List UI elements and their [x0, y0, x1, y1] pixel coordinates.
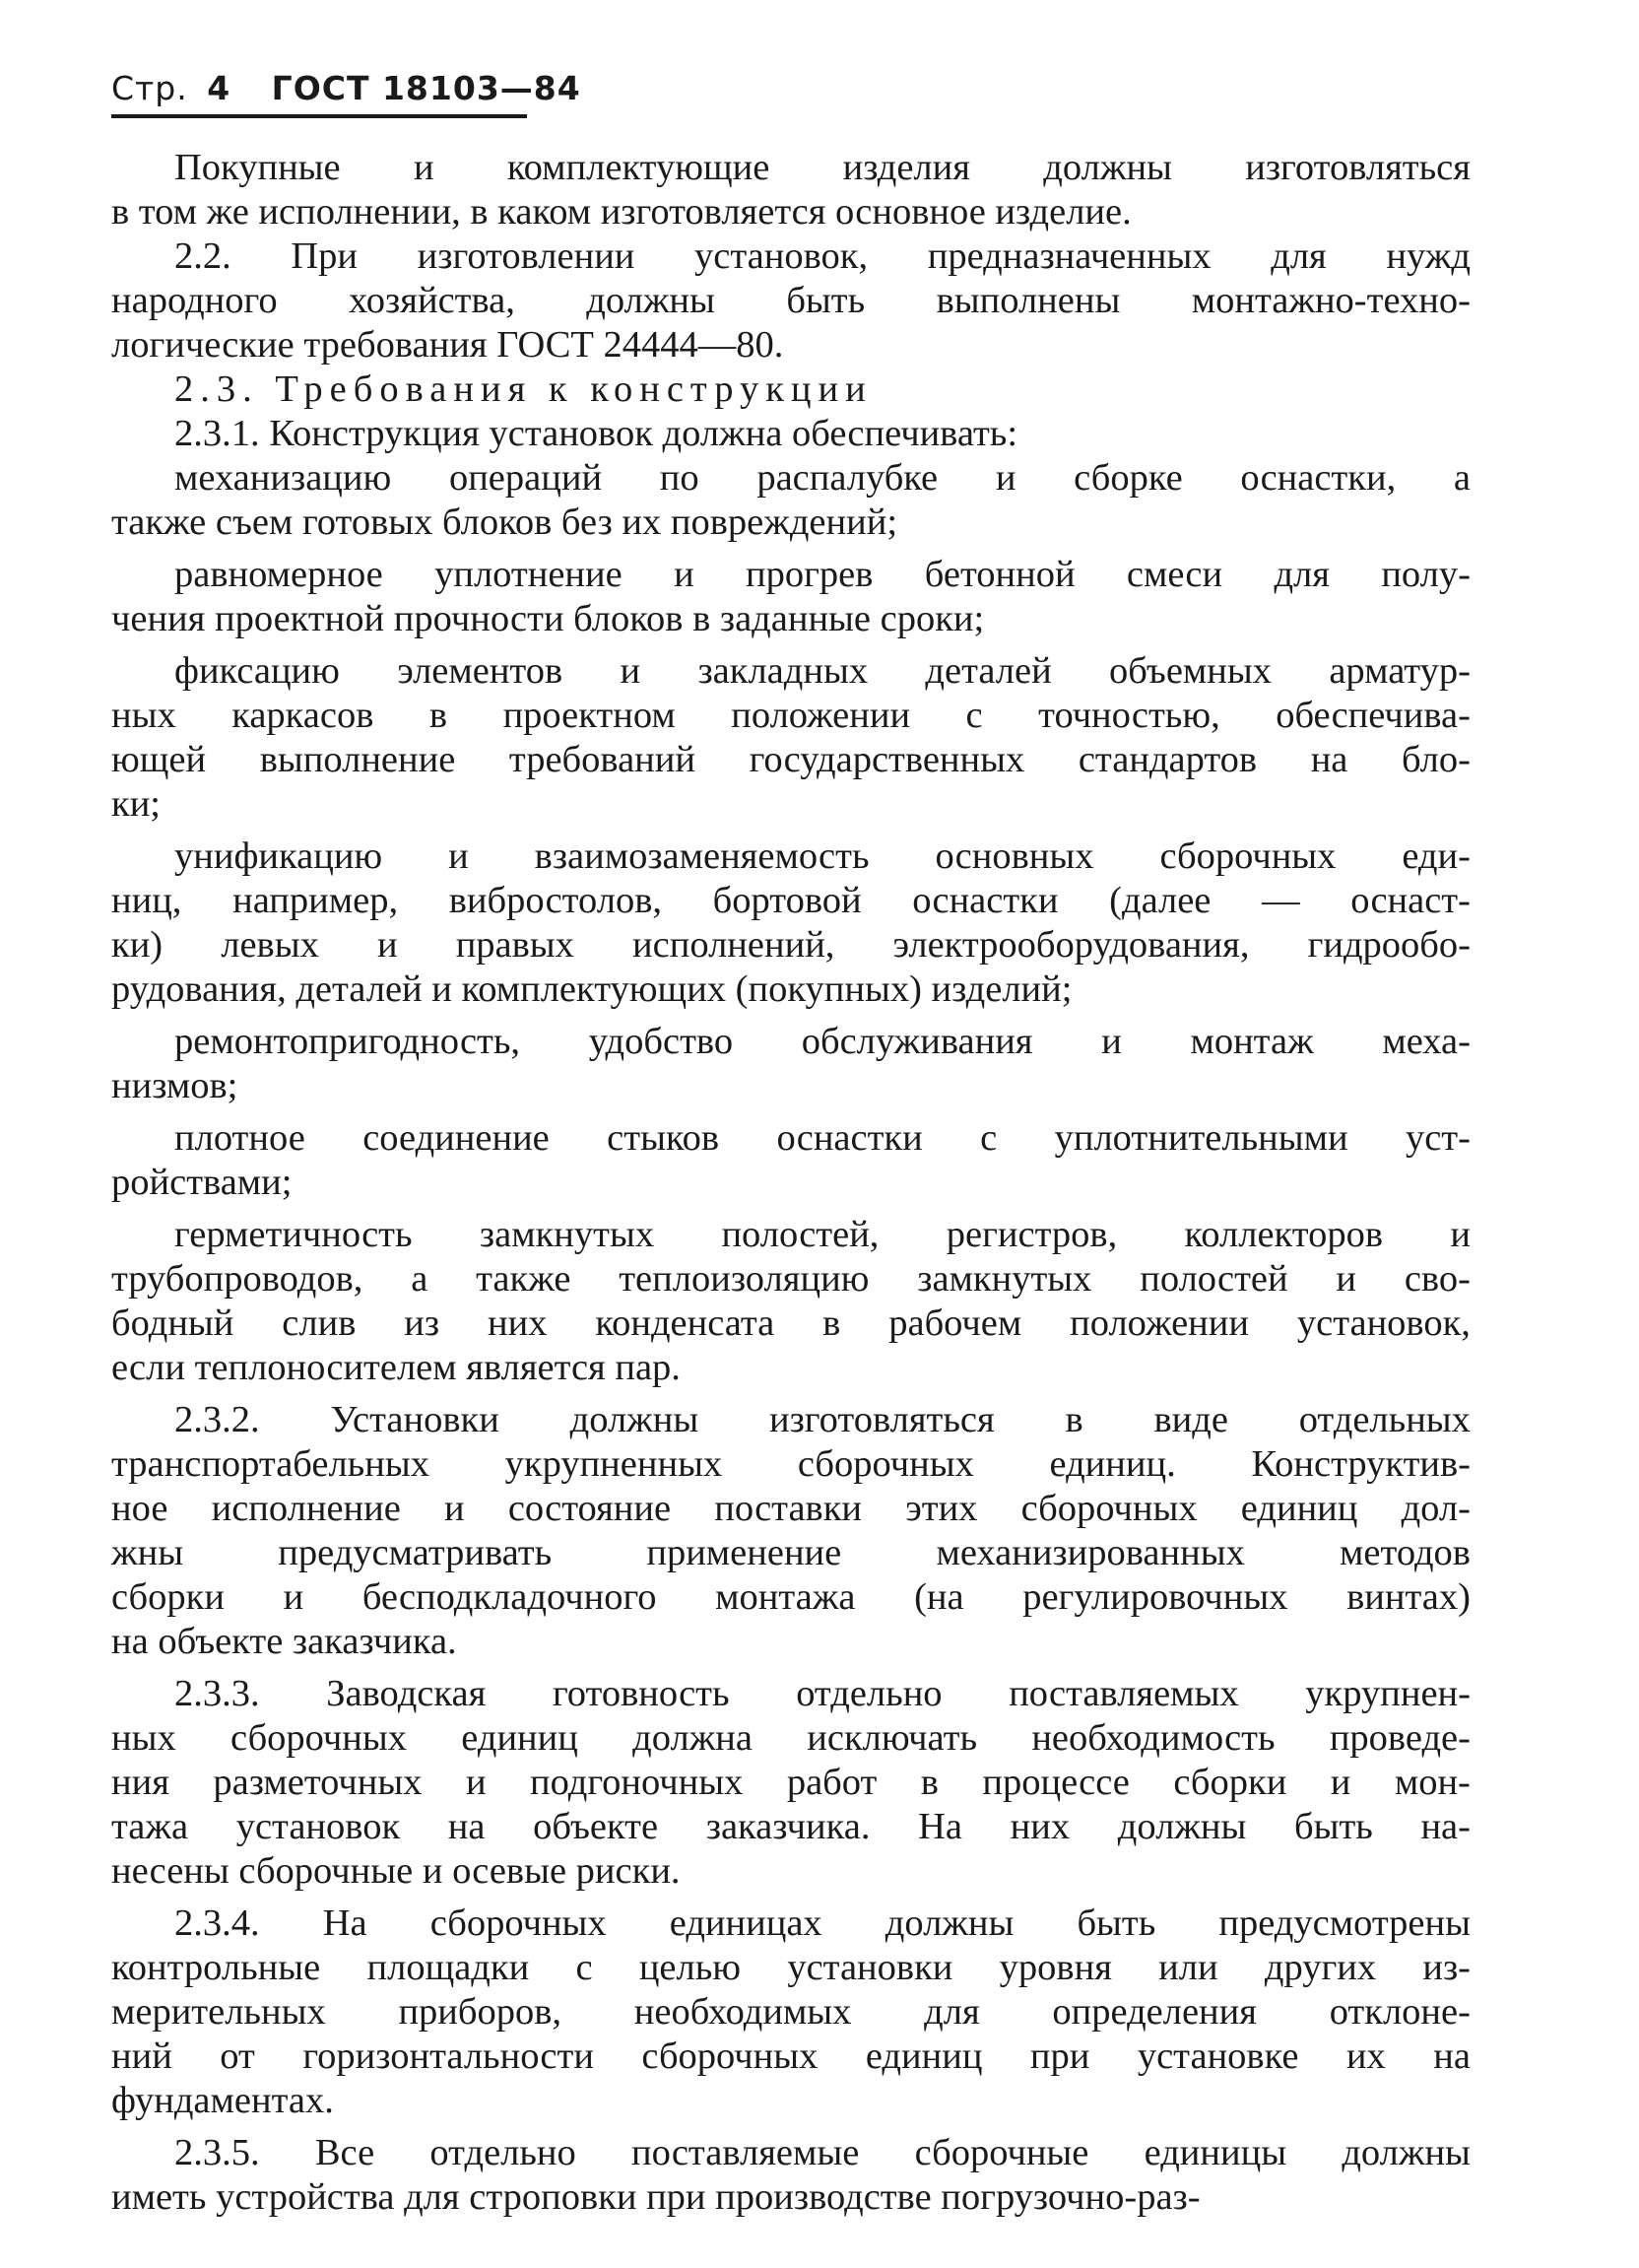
word: смеси [1126, 554, 1223, 595]
word: предназначенных [927, 235, 1212, 277]
word: и [620, 650, 641, 692]
word: Конструктив- [1251, 1443, 1471, 1485]
word: левых [221, 924, 319, 966]
word: полу- [1381, 554, 1471, 595]
word: ний [111, 2035, 172, 2077]
word: оснаст- [1350, 880, 1471, 921]
word: бетонной [924, 554, 1076, 595]
word: коллекторов [1184, 1214, 1383, 1255]
word: установке [1137, 2035, 1299, 2077]
word: каркасов [231, 695, 374, 736]
word: отдельно [429, 2132, 576, 2173]
word: транспортабельных [111, 1443, 429, 1485]
word: должна [632, 1717, 753, 1759]
paragraph-2-3-2 [111, 1398, 1471, 1664]
text-line [111, 738, 1471, 782]
word: единиц [461, 1717, 578, 1759]
text-line: если теплоносителем является пар. [111, 1347, 681, 1388]
word: из- [1422, 1947, 1471, 1988]
paragraph-2-2 [111, 234, 1471, 367]
word: стандартов [1078, 739, 1258, 780]
word: механизированных [936, 1532, 1245, 1573]
text-line [111, 923, 1471, 967]
word: для [924, 1991, 980, 2033]
word: предусмотрены [1218, 1902, 1471, 1944]
word: распалубке [756, 457, 939, 499]
word: должны [885, 1902, 1015, 1944]
word: сборочных [429, 1902, 607, 1944]
document-page [111, 67, 1471, 2220]
text-line [111, 146, 1471, 190]
word: необходимых [633, 1991, 852, 2033]
word: подгоночных [530, 1762, 744, 1803]
page-number: 4 [207, 69, 231, 107]
word: оснастки [776, 1117, 923, 1159]
word: При [291, 235, 359, 277]
word: требований [508, 739, 695, 780]
word: бло- [1402, 739, 1471, 780]
word: монтажа [715, 1576, 856, 1618]
word: сборочных [1020, 1488, 1198, 1529]
word: ки) [111, 924, 164, 966]
word: установок, [694, 235, 869, 277]
text-line: иметь устройства для строповки при производстве погрузочно-раз- [111, 2176, 1201, 2218]
word: полостей [1140, 1258, 1288, 1300]
word: и [465, 1762, 487, 1803]
word: в [822, 1302, 841, 1344]
word: в [920, 1762, 939, 1803]
word: мон- [1394, 1762, 1471, 1803]
word: оснастки [912, 880, 1059, 921]
word: проектном [502, 695, 676, 736]
text-line [111, 879, 1471, 923]
word: определения [1052, 1991, 1257, 2033]
word: единиц. [1049, 1443, 1176, 1485]
word: сборочных [797, 1443, 974, 1485]
word: закладных [697, 650, 869, 692]
word: народного [111, 280, 278, 321]
text-line: ройствами; [111, 1162, 293, 1203]
word: элементов [397, 650, 563, 692]
text-line [111, 279, 1471, 323]
word: точностью, [1038, 695, 1220, 736]
word: государственных [749, 739, 1025, 780]
text-line [111, 1901, 1471, 1946]
word: прогрев [746, 554, 874, 595]
word: На [322, 1902, 367, 1944]
word: монтажно-техно- [1191, 280, 1471, 321]
text-line [111, 834, 1471, 879]
text-line: фундаментах. [111, 2080, 334, 2121]
word: ных [111, 695, 176, 736]
word: сво- [1404, 1258, 1471, 1300]
word: по [659, 457, 699, 499]
word: монтаж [1190, 1021, 1314, 1062]
word: виде [1153, 1399, 1228, 1440]
word: сборочных [1159, 835, 1337, 877]
word: укрупненных [504, 1443, 723, 1485]
word: установки [787, 1947, 953, 1988]
word: должны [569, 1399, 699, 1440]
word: замкнутых [479, 1214, 655, 1255]
word: электрооборудования, [892, 924, 1250, 966]
word: уст- [1405, 1117, 1471, 1159]
word: а [1453, 457, 1471, 499]
word: и [448, 835, 469, 877]
word: сборочных [230, 1717, 407, 1759]
text-line: чения проектной прочности блоков в заданные сроки; [111, 598, 985, 639]
word: процессе [982, 1762, 1130, 1803]
word: положении [731, 695, 911, 736]
text-line [111, 1946, 1471, 1990]
word: ных [111, 1717, 176, 1759]
word: при [1029, 2035, 1090, 2077]
word: проведе- [1329, 1717, 1471, 1759]
text-line [111, 694, 1471, 738]
paragraph-2-3-4 [111, 1901, 1471, 2123]
word: изготовляться [769, 1399, 995, 1440]
word: ния [111, 1762, 169, 1803]
word: Все [314, 2132, 375, 2173]
word: На [918, 1806, 963, 1847]
word: трубопроводов, [111, 1258, 363, 1300]
word: регулировочных [1022, 1576, 1288, 1618]
word: регистров, [946, 1214, 1118, 1255]
word: горизонтальности [302, 2035, 594, 2077]
paragraph [111, 146, 1471, 234]
word: и [413, 147, 434, 188]
word: бесподкладочного [361, 1576, 657, 1618]
word: единицах [669, 1902, 822, 1944]
word: с [965, 695, 983, 736]
word: с [980, 1117, 998, 1159]
word: из [404, 1302, 440, 1344]
text-line [111, 1257, 1471, 1301]
word: от [220, 2035, 255, 2077]
word: мерительных [111, 1991, 326, 2033]
text-line [111, 2035, 1471, 2079]
word: плотное [174, 1117, 305, 1159]
word: хозяйства, [349, 280, 515, 321]
word: уровня [999, 1947, 1112, 1988]
word: рабочем [888, 1302, 1022, 1344]
word: отдельных [1298, 1399, 1471, 1440]
word: исполнений, [632, 924, 835, 966]
word: контрольные [111, 1947, 321, 1988]
word: а [411, 1258, 428, 1300]
word: уплотнительными [1054, 1117, 1348, 1159]
word: отдельно [796, 1673, 943, 1714]
word: дол- [1401, 1488, 1471, 1529]
text-line [111, 1301, 1471, 1346]
text-line [111, 1116, 1471, 1161]
word: быть [1077, 1902, 1156, 1944]
text-line [111, 1990, 1471, 2035]
word: быть [1293, 1806, 1373, 1847]
word: поставляемых [1009, 1673, 1239, 1714]
word: меха- [1382, 1021, 1471, 1062]
word: 2.3.5. [174, 2132, 260, 2173]
word: унификацию [174, 835, 383, 877]
text-line: также съем готовых блоков без их повреждений; [111, 501, 898, 543]
word: удобство [588, 1021, 734, 1062]
word: уплотнение [434, 554, 623, 595]
word: ниц, [111, 880, 182, 921]
word: методов [1340, 1532, 1471, 1573]
word: предусматривать [278, 1532, 553, 1573]
word: единиц [865, 2035, 983, 2077]
word: на- [1420, 1806, 1471, 1847]
word: комплектующие [506, 147, 770, 188]
word: выполнены [936, 280, 1121, 321]
word: на [1310, 739, 1348, 780]
word: арматур- [1329, 650, 1471, 692]
word: должны [586, 280, 715, 321]
word: нужд [1386, 235, 1471, 277]
word: операций [448, 457, 603, 499]
word: для [1271, 235, 1327, 277]
word: исполнение [211, 1488, 401, 1529]
word: обслуживания [801, 1021, 1033, 1062]
word: обеспечива- [1276, 695, 1471, 736]
text-line [111, 2131, 1471, 2175]
word: вибростолов, [448, 880, 662, 921]
word: фиксацию [174, 650, 340, 692]
word: и [1101, 1021, 1122, 1062]
word: них [1010, 1806, 1071, 1847]
text-line [111, 553, 1471, 597]
word: 2.3.4. [174, 1902, 260, 1944]
word: сборки [1173, 1762, 1287, 1803]
word: деталей [925, 650, 1052, 692]
word: теплоизоляцию [619, 1258, 870, 1300]
word: и [1450, 1214, 1471, 1255]
word: разметочных [213, 1762, 423, 1803]
word: герметичность [174, 1214, 413, 1255]
word: также [476, 1258, 571, 1300]
word: сборке [1074, 457, 1183, 499]
text-line [111, 1442, 1471, 1487]
word: Заводская [326, 1673, 487, 1714]
word: Покупные [174, 147, 341, 188]
word: бортовой [712, 880, 862, 921]
word: установок [235, 1806, 401, 1847]
text-line [111, 1020, 1471, 1064]
word: необходимость [1031, 1717, 1276, 1759]
page-label: Стр. [111, 69, 188, 107]
word: (на [914, 1576, 964, 1618]
text-line [111, 1487, 1471, 1531]
list-item [111, 1020, 1471, 1108]
word: еди- [1402, 835, 1471, 877]
word: основных [935, 835, 1094, 877]
word: их [1345, 2035, 1386, 2077]
word: стыков [607, 1117, 720, 1159]
word: бодный [111, 1302, 234, 1344]
word: например, [232, 880, 399, 921]
word: приборов, [398, 1991, 562, 2033]
section-heading-text: 2.3. Требования к конструкции [174, 368, 873, 410]
word: них [487, 1302, 548, 1344]
word: — [1262, 880, 1300, 921]
word: механизацию [174, 457, 392, 499]
text-line: рудования, деталей и комплектующих (покупных) изделий; [111, 968, 1073, 1010]
word: гидрообо- [1307, 924, 1471, 966]
text-line [111, 1672, 1471, 1716]
word: для [1274, 554, 1330, 595]
paragraph-2-3-1 [111, 412, 1471, 456]
word: с [575, 1947, 593, 1988]
word: заказчика. [705, 1806, 871, 1847]
list-item [111, 456, 1471, 545]
list-item [111, 649, 1471, 827]
text-line [111, 1575, 1471, 1620]
word: площадки [366, 1947, 530, 1988]
list-item [111, 1213, 1471, 1390]
header-rule [111, 114, 527, 118]
word: положении [1070, 1302, 1249, 1344]
word: исключать [807, 1717, 978, 1759]
word: состояние [507, 1488, 672, 1529]
text-line [111, 1761, 1471, 1805]
text-line [111, 1805, 1471, 1849]
word: поставляемые [631, 2132, 860, 2173]
word: в [428, 695, 448, 736]
list-item [111, 1116, 1471, 1205]
word: укрупнен- [1305, 1673, 1471, 1714]
word: и [376, 924, 398, 966]
word: применение [646, 1532, 842, 1573]
word: работ [786, 1762, 878, 1803]
text-line: логические требования ГОСТ 24444—80. [111, 324, 784, 366]
word: этих [905, 1488, 978, 1529]
text-line [111, 234, 1471, 279]
text-line [111, 1531, 1471, 1575]
text-line: 2.3.1. Конструкция установок должна обеспечивать: [174, 413, 1018, 454]
word: сборочных [641, 2035, 819, 2077]
word: и [995, 457, 1016, 499]
word: равномерное [174, 554, 383, 595]
list-item [111, 834, 1471, 1012]
word: изготовлении [417, 235, 635, 277]
paragraph-2-3-5 [111, 2131, 1471, 2220]
paragraph-2-3-3 [111, 1672, 1471, 1894]
text-line [111, 649, 1471, 694]
word: и [1336, 1258, 1357, 1300]
document-body [111, 146, 1471, 2220]
word: изделия [842, 147, 970, 188]
text-line: несены сборочные и осевые риски. [111, 1850, 681, 1892]
word: и [444, 1488, 465, 1529]
word: на [1433, 2035, 1471, 2077]
word: целью [638, 1947, 742, 1988]
word: должны [1342, 2132, 1471, 2173]
word: и [283, 1576, 304, 1618]
text-line: ки; [111, 783, 162, 825]
word: единиц [1240, 1488, 1358, 1529]
word: должны [1117, 1806, 1247, 1847]
word: оснастки, [1240, 457, 1397, 499]
word: Установки [330, 1399, 499, 1440]
word: отклоне- [1329, 1991, 1471, 2033]
word: готовность [552, 1673, 730, 1714]
word: выполнение [259, 739, 456, 780]
text-line [111, 456, 1471, 500]
word: или [1158, 1947, 1218, 1988]
word: должны [1043, 147, 1172, 188]
text-line [111, 1213, 1471, 1257]
word: слив [282, 1302, 357, 1344]
word: соединение [362, 1117, 550, 1159]
text-line: низмов; [111, 1065, 238, 1106]
word: установок, [1296, 1302, 1471, 1344]
word: тажа [111, 1806, 189, 1847]
word: 2.3.2. [174, 1399, 260, 1440]
word: взаимозаменяемость [534, 835, 870, 877]
word: на [447, 1806, 486, 1847]
word: жны [111, 1532, 184, 1573]
word: 2.3.3. [174, 1673, 260, 1714]
word: и [1330, 1762, 1351, 1803]
word: ющей [111, 739, 207, 780]
word: сборки [111, 1576, 225, 1618]
word: (далее [1109, 880, 1212, 921]
word: замкнутых [917, 1258, 1092, 1300]
word: объекте [533, 1806, 659, 1847]
word: поставки [714, 1488, 863, 1529]
list-item [111, 553, 1471, 641]
word: полостей, [721, 1214, 880, 1255]
word: единицы [1144, 2132, 1287, 2173]
word: конденсата [595, 1302, 775, 1344]
word: ное [111, 1488, 168, 1529]
text-line [111, 1398, 1471, 1442]
word: в [1065, 1399, 1083, 1440]
section-heading-2-3 [111, 367, 1471, 412]
standard-code: ГОСТ 18103—84 [271, 69, 581, 107]
text-line: в том же исполнении, в каком изготовляется основное изделие. [111, 191, 1132, 233]
text-line: на объекте заказчика. [111, 1621, 457, 1662]
word: ремонтопригодность, [174, 1021, 521, 1062]
word: изготовляться [1245, 147, 1471, 188]
word: и [674, 554, 694, 595]
page-header [111, 67, 1471, 112]
word: других [1264, 1947, 1377, 1988]
text-line [111, 1716, 1471, 1761]
word: винтах) [1346, 1576, 1471, 1618]
word: правых [455, 924, 574, 966]
word: сборочные [914, 2132, 1089, 2173]
word: объемных [1109, 650, 1273, 692]
word: 2.2. [174, 235, 231, 277]
word: быть [786, 280, 866, 321]
